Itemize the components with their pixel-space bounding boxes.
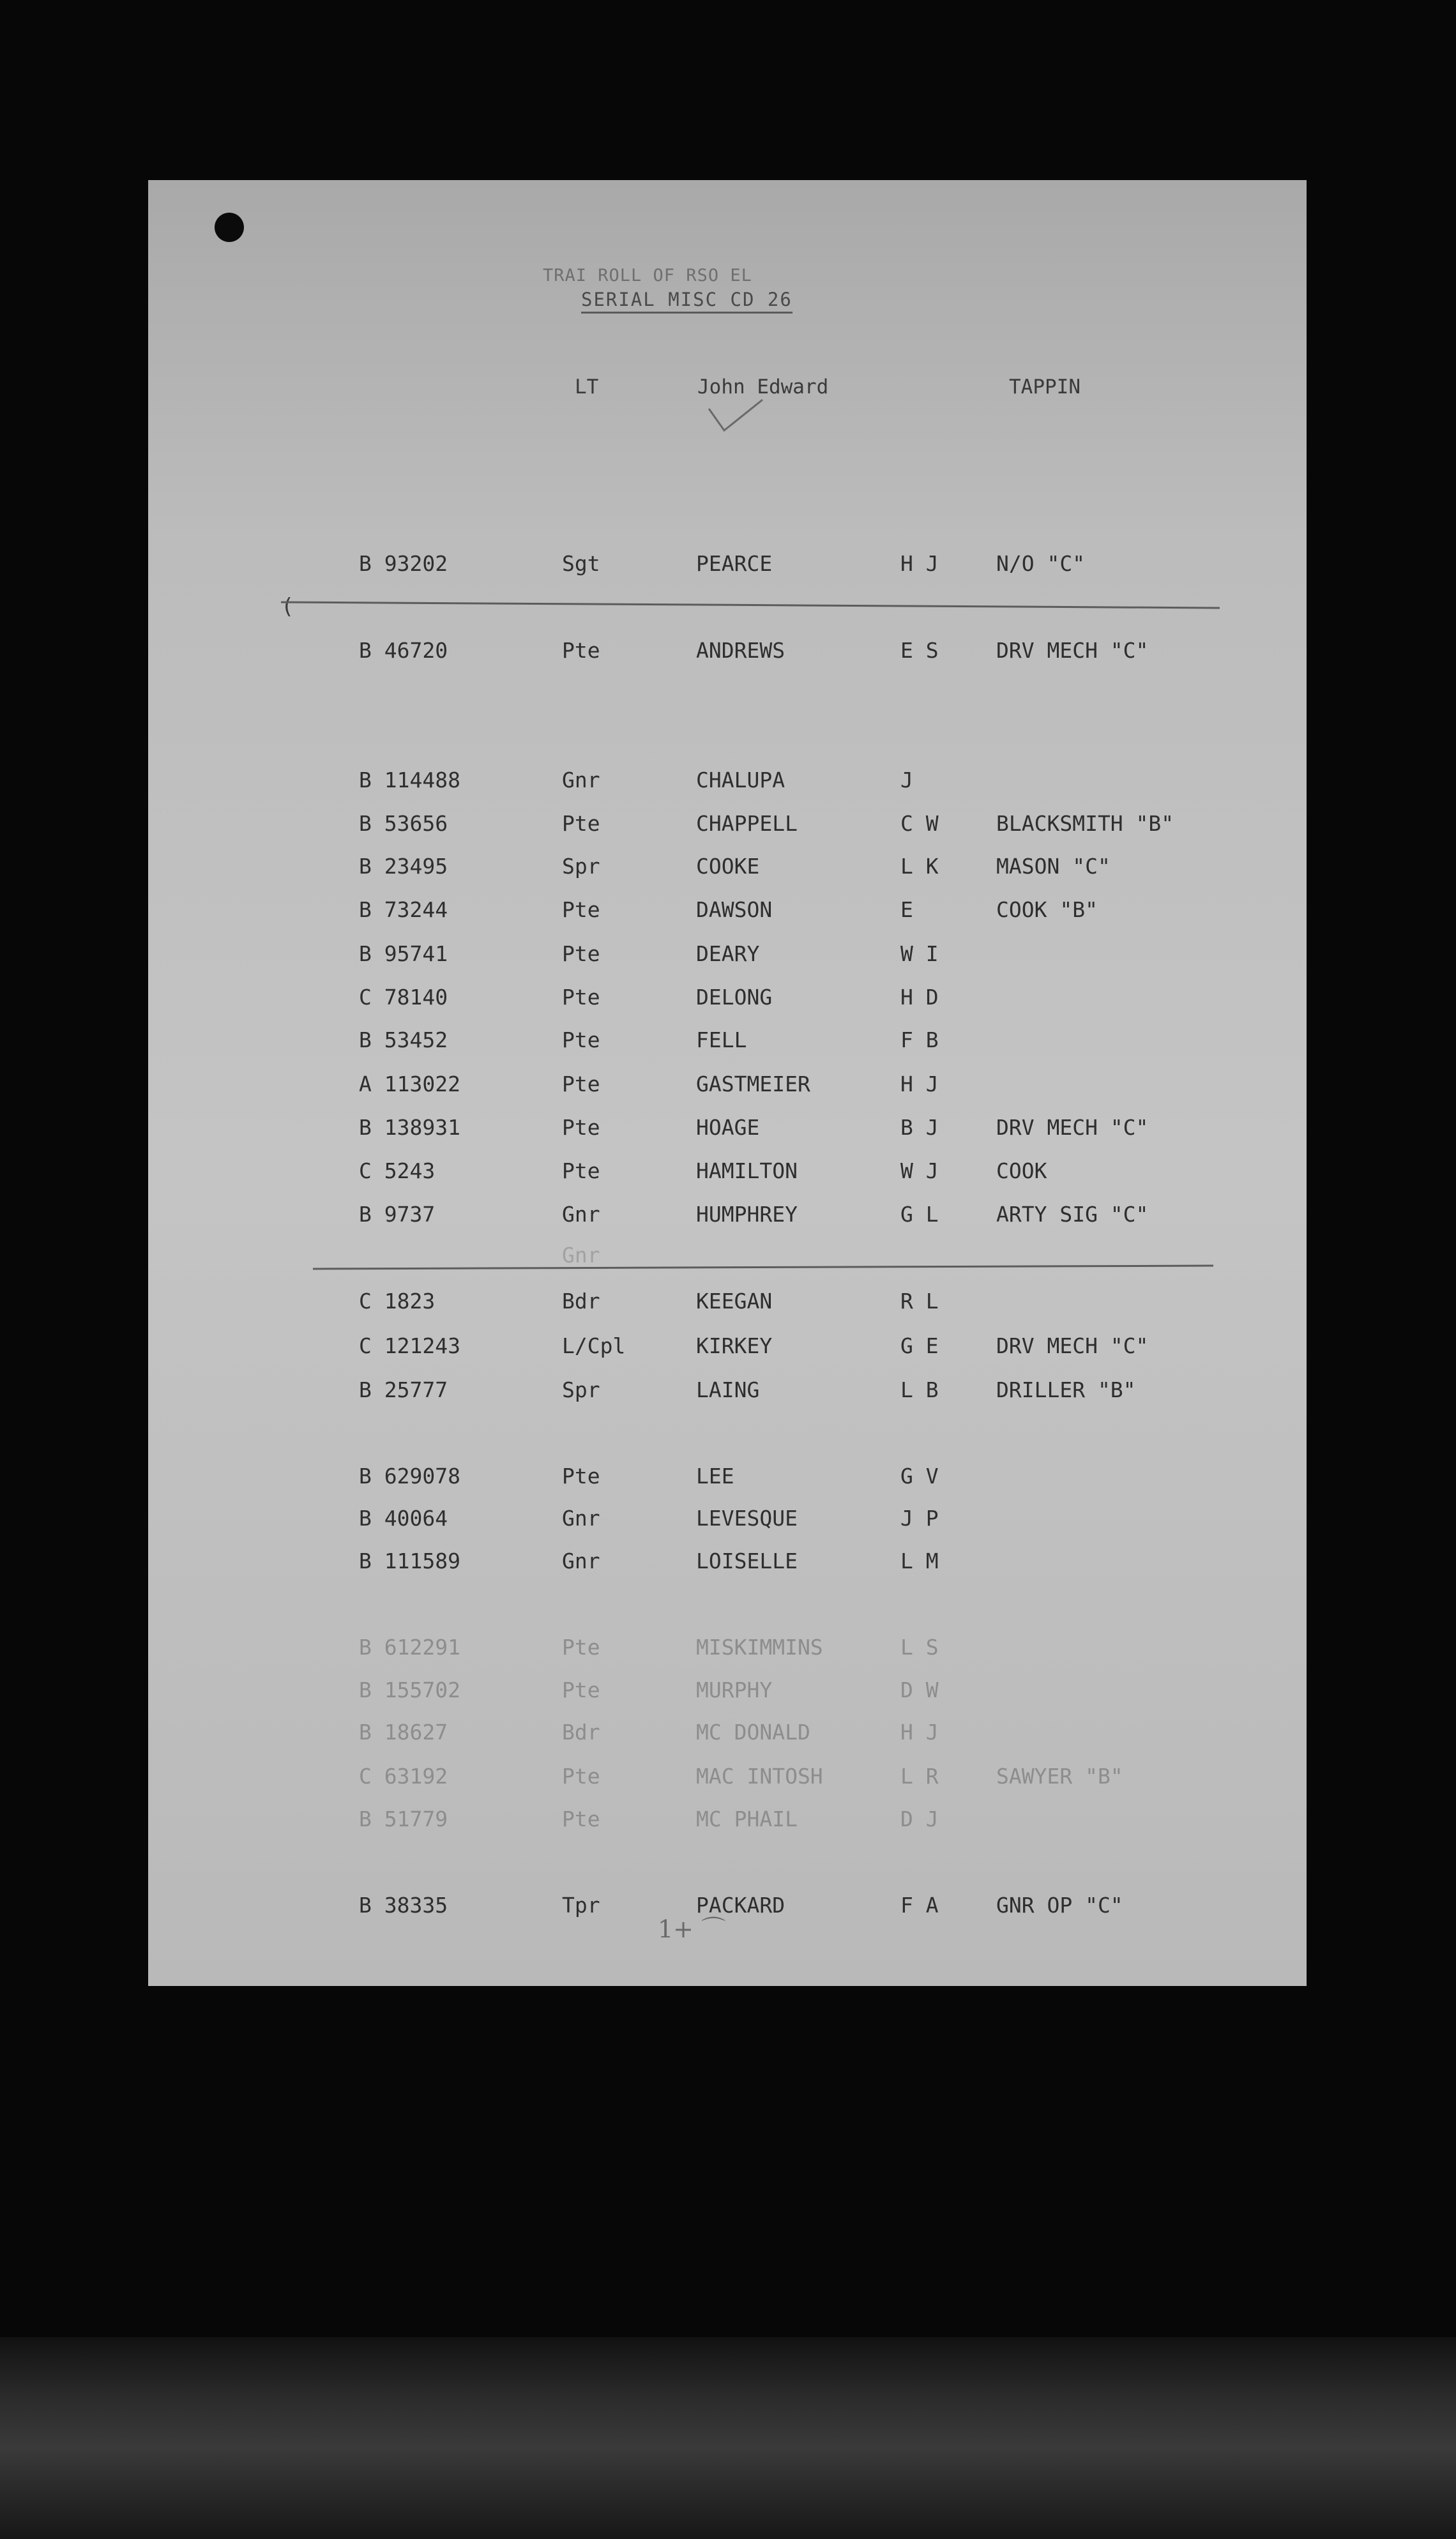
initials: E S bbox=[900, 638, 939, 663]
trade: DRILLER "B" bbox=[996, 1377, 1136, 1402]
service-number: C 78140 bbox=[359, 985, 448, 1010]
roster-row bbox=[0, 1549, 1213, 1574]
roster-row bbox=[0, 1593, 1213, 1618]
service-number: B 25777 bbox=[359, 1377, 448, 1402]
rank: Bdr bbox=[562, 1289, 600, 1314]
roster-row bbox=[0, 811, 1213, 837]
trade: N/O "C" bbox=[996, 551, 1086, 576]
pencil-initials-mark: 1+ ⌒ bbox=[658, 1915, 726, 1943]
surname: CHAPPELL bbox=[696, 811, 798, 836]
surname: LEVESQUE bbox=[696, 1506, 798, 1531]
initials: L R bbox=[900, 1764, 939, 1789]
check-mark-icon bbox=[708, 397, 765, 436]
surname: FELL bbox=[696, 1027, 747, 1052]
rank: Pte bbox=[562, 1158, 600, 1183]
initials: L M bbox=[900, 1549, 939, 1573]
punch-hole bbox=[215, 213, 244, 242]
roster-row bbox=[0, 1464, 1213, 1489]
initials: G E bbox=[900, 1333, 939, 1358]
roster-row bbox=[0, 551, 1213, 577]
officer-rank: LT bbox=[575, 375, 599, 398]
trade: COOK bbox=[996, 1158, 1047, 1183]
initials: W J bbox=[900, 1158, 939, 1183]
surname: MURPHY bbox=[696, 1678, 773, 1702]
initials: L B bbox=[900, 1377, 939, 1402]
surname: ANDREWS bbox=[696, 638, 785, 663]
trade: SAWYER "B" bbox=[996, 1764, 1123, 1789]
initials: W I bbox=[900, 941, 939, 966]
rank: Spr bbox=[562, 1377, 600, 1402]
service-number: B 53452 bbox=[359, 1027, 448, 1052]
rank: L/Cpl bbox=[562, 1333, 626, 1358]
service-number: B 53656 bbox=[359, 811, 448, 836]
roster-row bbox=[0, 1678, 1213, 1703]
roster-row bbox=[0, 1764, 1213, 1789]
roster-row bbox=[0, 638, 1213, 663]
roster-row bbox=[0, 1849, 1213, 1875]
rank: Pte bbox=[562, 811, 600, 836]
initials: D W bbox=[900, 1678, 939, 1702]
service-number: B 18627 bbox=[359, 1720, 448, 1745]
roster-row bbox=[0, 1720, 1213, 1745]
rank: Pte bbox=[562, 1635, 600, 1660]
surname: DAWSON bbox=[696, 897, 773, 922]
service-number: C 1823 bbox=[359, 1289, 436, 1314]
rank: Gnr bbox=[562, 1202, 600, 1227]
initials: J bbox=[900, 768, 913, 792]
service-number: B 40064 bbox=[359, 1506, 448, 1531]
surname: KEEGAN bbox=[696, 1289, 773, 1314]
service-number: B 46720 bbox=[359, 638, 448, 663]
service-number: B 51779 bbox=[359, 1807, 448, 1831]
initials: G L bbox=[900, 1202, 939, 1227]
initials: H D bbox=[900, 985, 939, 1010]
rank: Spr bbox=[562, 854, 600, 879]
roster-row bbox=[0, 1027, 1213, 1053]
surname: LAING bbox=[696, 1377, 760, 1402]
service-number: B 93202 bbox=[359, 551, 448, 576]
service-number: B 23495 bbox=[359, 854, 448, 879]
surname: MAC INTOSH bbox=[696, 1764, 823, 1789]
initials: B J bbox=[900, 1115, 939, 1140]
surname: MC PHAIL bbox=[696, 1807, 798, 1831]
rank: Pte bbox=[562, 985, 600, 1010]
surname: HAMILTON bbox=[696, 1158, 798, 1183]
rank: Pte bbox=[562, 941, 600, 966]
surname: HOAGE bbox=[696, 1115, 760, 1140]
service-number: C 63192 bbox=[359, 1764, 448, 1789]
trade: DRV MECH "C" bbox=[996, 1333, 1149, 1358]
film-edge-band bbox=[0, 2337, 1456, 2539]
rank: Pte bbox=[562, 638, 600, 663]
rank: Pte bbox=[562, 1764, 600, 1789]
initials: E bbox=[900, 897, 913, 922]
trade: COOK "B" bbox=[996, 897, 1098, 922]
rank: Pte bbox=[562, 1115, 600, 1140]
roster-row bbox=[0, 768, 1213, 793]
service-number: C 5243 bbox=[359, 1158, 436, 1183]
trade: BLACKSMITH "B" bbox=[996, 811, 1174, 836]
surname: CHALUPA bbox=[696, 768, 785, 792]
trade: MASON "C" bbox=[996, 854, 1111, 879]
rank: Gnr bbox=[562, 1506, 600, 1531]
rank: Pte bbox=[562, 1807, 600, 1831]
surname: PEARCE bbox=[696, 551, 773, 576]
surname: HUMPHREY bbox=[696, 1202, 798, 1227]
initials: F B bbox=[900, 1027, 939, 1052]
margin-bracket-mark: ( bbox=[281, 594, 294, 619]
roster-row bbox=[0, 1289, 1213, 1314]
service-number: B 629078 bbox=[359, 1464, 460, 1489]
service-number: B 95741 bbox=[359, 941, 448, 966]
roster-row bbox=[0, 1115, 1213, 1141]
trade: GNR OP "C" bbox=[996, 1893, 1123, 1918]
roster-row bbox=[0, 1158, 1213, 1184]
roster-row bbox=[0, 1807, 1213, 1832]
surname: LEE bbox=[696, 1464, 734, 1489]
rank: Tpr bbox=[562, 1893, 600, 1918]
surname: LOISELLE bbox=[696, 1549, 798, 1573]
rank: Pte bbox=[562, 1678, 600, 1702]
initials: H J bbox=[900, 1720, 939, 1745]
service-number: B 612291 bbox=[359, 1635, 460, 1660]
service-number: B 38335 bbox=[359, 1893, 448, 1918]
rank: Pte bbox=[562, 897, 600, 922]
initials: J P bbox=[900, 1506, 939, 1531]
roster-row bbox=[0, 1072, 1213, 1097]
surname: GASTMEIER bbox=[696, 1072, 810, 1096]
roster-row bbox=[0, 1333, 1213, 1359]
surname: COOKE bbox=[696, 854, 760, 879]
service-number: C 121243 bbox=[359, 1333, 460, 1358]
trade: DRV MECH "C" bbox=[996, 638, 1149, 663]
service-number: B 114488 bbox=[359, 768, 460, 792]
roster-row bbox=[0, 1893, 1213, 1918]
rank: Gnr bbox=[562, 1243, 600, 1268]
roster-row bbox=[0, 1635, 1213, 1660]
surname: MC DONALD bbox=[696, 1720, 810, 1745]
service-number: B 9737 bbox=[359, 1202, 436, 1227]
rank: Gnr bbox=[562, 768, 600, 792]
rank: Sgt bbox=[562, 551, 600, 576]
roster-row bbox=[0, 727, 1213, 752]
surname: KIRKEY bbox=[696, 1333, 773, 1358]
surname: PACKARD bbox=[696, 1893, 785, 1918]
officer-given-names: John Edward bbox=[697, 375, 829, 398]
service-number: A 113022 bbox=[359, 1072, 460, 1096]
document-serial: SERIAL MISC CD 26 bbox=[581, 289, 792, 314]
rank: Pte bbox=[562, 1027, 600, 1052]
service-number: B 111589 bbox=[359, 1549, 460, 1573]
roster-row bbox=[0, 985, 1213, 1010]
initials: L K bbox=[900, 854, 939, 879]
roster-row bbox=[0, 1243, 1213, 1268]
surname: DELONG bbox=[696, 985, 773, 1010]
initials: G V bbox=[900, 1464, 939, 1489]
service-number: B 138931 bbox=[359, 1115, 460, 1140]
roster-row bbox=[0, 941, 1213, 967]
rank: Pte bbox=[562, 1072, 600, 1096]
roster-row bbox=[0, 854, 1213, 879]
service-number: B 73244 bbox=[359, 897, 448, 922]
surname: MISKIMMINS bbox=[696, 1635, 823, 1660]
roster-row bbox=[0, 1377, 1213, 1403]
initials: C W bbox=[900, 811, 939, 836]
officer-surname: TAPPIN bbox=[1009, 375, 1081, 398]
service-number: B 155702 bbox=[359, 1678, 460, 1702]
roster-row bbox=[0, 1202, 1213, 1227]
trade: DRV MECH "C" bbox=[996, 1115, 1149, 1140]
initials: D J bbox=[900, 1807, 939, 1831]
roster-row bbox=[0, 897, 1213, 923]
initials: R L bbox=[900, 1289, 939, 1314]
roster-row bbox=[0, 1506, 1213, 1531]
initials: H J bbox=[900, 1072, 939, 1096]
document-title: TRAI ROLL OF RSO EL bbox=[543, 266, 752, 285]
roster-row bbox=[0, 1421, 1213, 1446]
initials: H J bbox=[900, 551, 939, 576]
rank: Bdr bbox=[562, 1720, 600, 1745]
rank: Gnr bbox=[562, 1549, 600, 1573]
trade: ARTY SIG "C" bbox=[996, 1202, 1149, 1227]
initials: L S bbox=[900, 1635, 939, 1660]
roster-row bbox=[0, 683, 1213, 709]
rank: Pte bbox=[562, 1464, 600, 1489]
initials: F A bbox=[900, 1893, 939, 1918]
surname: DEARY bbox=[696, 941, 760, 966]
